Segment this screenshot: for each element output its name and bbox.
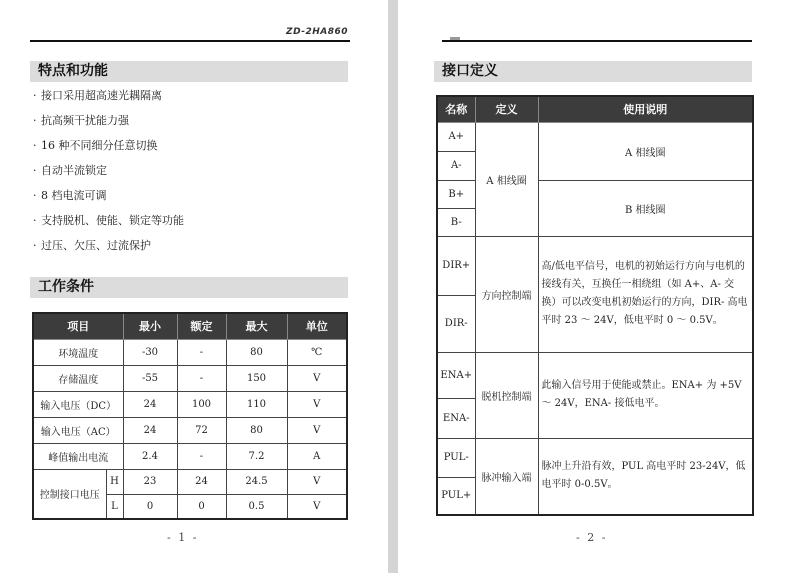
table-cell: 0: [177, 494, 226, 519]
feature-item: [33, 137, 184, 162]
feature-item: [33, 112, 184, 137]
column-header: 定义: [475, 96, 538, 122]
level-label: H: [106, 469, 123, 494]
table-row: [33, 417, 347, 443]
table-row: [437, 236, 753, 295]
usage-note: B 相线圈: [538, 180, 753, 236]
bullet-icon: ·: [33, 114, 37, 127]
feature-item: [33, 212, 184, 237]
table-cell: V: [287, 365, 347, 391]
table-row: [33, 339, 347, 365]
table-cell: 0: [123, 494, 177, 519]
feature-item: [33, 237, 184, 262]
table-cell: A: [287, 443, 347, 469]
column-header: 额定: [177, 313, 226, 339]
table-cell: 24: [177, 469, 226, 494]
table-cell: 0.5: [226, 494, 287, 519]
signal-name: ENA+: [437, 352, 475, 398]
table-cell: 150: [226, 365, 287, 391]
page-number: - 1 -: [167, 531, 199, 544]
feature-item: [33, 162, 184, 187]
feature-text: 支持脱机、使能、锁定等功能: [41, 214, 184, 227]
signal-definition: 方向控制端: [475, 236, 538, 352]
table-cell: V: [287, 391, 347, 417]
interface-title: 接口定义: [434, 61, 752, 82]
usage-note: 此输入信号用于使能或禁止。ENA+ 为 +5V ～ 24V，ENA- 接低电平。: [538, 352, 753, 438]
table-cell: -55: [123, 365, 177, 391]
row-label: 输入电压（AC）: [33, 417, 123, 443]
row-label: 峰值输出电流: [33, 443, 123, 469]
conditions-title: 工作条件: [30, 277, 348, 298]
table-header-row: [33, 313, 347, 339]
header-rule: [442, 40, 752, 42]
signal-name: DIR-: [437, 295, 475, 352]
table-cell: 24: [123, 391, 177, 417]
bullet-icon: ·: [33, 164, 37, 177]
conditions-table: [32, 312, 348, 520]
feature-item: [33, 87, 184, 112]
table-row: [437, 352, 753, 398]
page-1: [0, 0, 388, 573]
column-header: 使用说明: [538, 96, 753, 122]
signal-name: PUL+: [437, 477, 475, 515]
table-cell: -: [177, 365, 226, 391]
bullet-icon: ·: [33, 89, 37, 102]
feature-text: 过压、欠压、过流保护: [41, 239, 151, 252]
page-2: [398, 0, 792, 573]
table-cell: 7.2: [226, 443, 287, 469]
feature-item: [33, 187, 184, 212]
bullet-icon: ·: [33, 139, 37, 152]
level-label: L: [106, 494, 123, 519]
table-row: [33, 391, 347, 417]
signal-name: ENA-: [437, 398, 475, 438]
row-label: 控制接口电压: [33, 469, 106, 519]
features-title: 特点和功能: [30, 61, 348, 82]
model-header: ZD-2HA860: [286, 27, 348, 37]
table-cell: 110: [226, 391, 287, 417]
bullet-icon: ·: [33, 189, 37, 202]
row-label: 输入电压（DC）: [33, 391, 123, 417]
signal-name: DIR+: [437, 236, 475, 295]
table-cell: 80: [226, 339, 287, 365]
column-header: 单位: [287, 313, 347, 339]
column-header: 最大: [226, 313, 287, 339]
feature-text: 抗高频干扰能力强: [41, 114, 129, 127]
bullet-icon: ·: [33, 214, 37, 227]
table-cell: 2.4: [123, 443, 177, 469]
table-row: [33, 365, 347, 391]
column-header: 最小: [123, 313, 177, 339]
table-cell: 24: [123, 417, 177, 443]
signal-name: B-: [437, 208, 475, 236]
signal-name: PUL-: [437, 438, 475, 477]
signal-name: A+: [437, 122, 475, 151]
table-cell: -30: [123, 339, 177, 365]
usage-note: A 相线圈: [538, 122, 753, 180]
table-row: [437, 122, 753, 151]
feature-text: 接口采用超高速光耦隔离: [41, 89, 162, 102]
feature-text: 16 种不同细分任意切换: [41, 139, 158, 152]
table-cell: 80: [226, 417, 287, 443]
signal-name: A-: [437, 151, 475, 180]
table-cell: 72: [177, 417, 226, 443]
feature-text: 8 档电流可调: [41, 189, 107, 202]
usage-note: 高/低电平信号，电机的初始运行方向与电机的接线有关，互换任一相绕组（如 A+、A- 交换）可以改变电机初始运行的方向，DIR- 高电平时 23 ～ 24V，低电平时 0 ～ 0.5V。: [538, 236, 753, 352]
table-cell: -: [177, 443, 226, 469]
row-label: 存储温度: [33, 365, 123, 391]
usage-note: 脉冲上升沿有效，PUL 高电平时 23-24V，低电平时 0-0.5V。: [538, 438, 753, 515]
signal-definition: 脱机控制端: [475, 352, 538, 438]
table-cell: 24.5: [226, 469, 287, 494]
page-number: - 2 -: [576, 531, 608, 544]
table-cell: ℃: [287, 339, 347, 365]
row-label: 环境温度: [33, 339, 123, 365]
column-header: 项目: [33, 313, 123, 339]
table-cell: 23: [123, 469, 177, 494]
table-header-row: [437, 96, 753, 122]
table-cell: 100: [177, 391, 226, 417]
table-row: [437, 438, 753, 477]
feature-text: 自动半流锁定: [41, 164, 107, 177]
features-list: [33, 87, 184, 262]
header-rule: [30, 40, 350, 42]
table-row: [33, 469, 347, 494]
table-cell: -: [177, 339, 226, 365]
table-row: [33, 443, 347, 469]
column-header: 名称: [437, 96, 475, 122]
table-cell: V: [287, 469, 347, 494]
bullet-icon: ·: [33, 239, 37, 252]
signal-name: B+: [437, 180, 475, 208]
interface-table: [436, 95, 754, 516]
signal-definition: 脉冲输入端: [475, 438, 538, 515]
signal-definition: A 相线圈: [475, 122, 538, 236]
table-cell: V: [287, 494, 347, 519]
table-cell: V: [287, 417, 347, 443]
